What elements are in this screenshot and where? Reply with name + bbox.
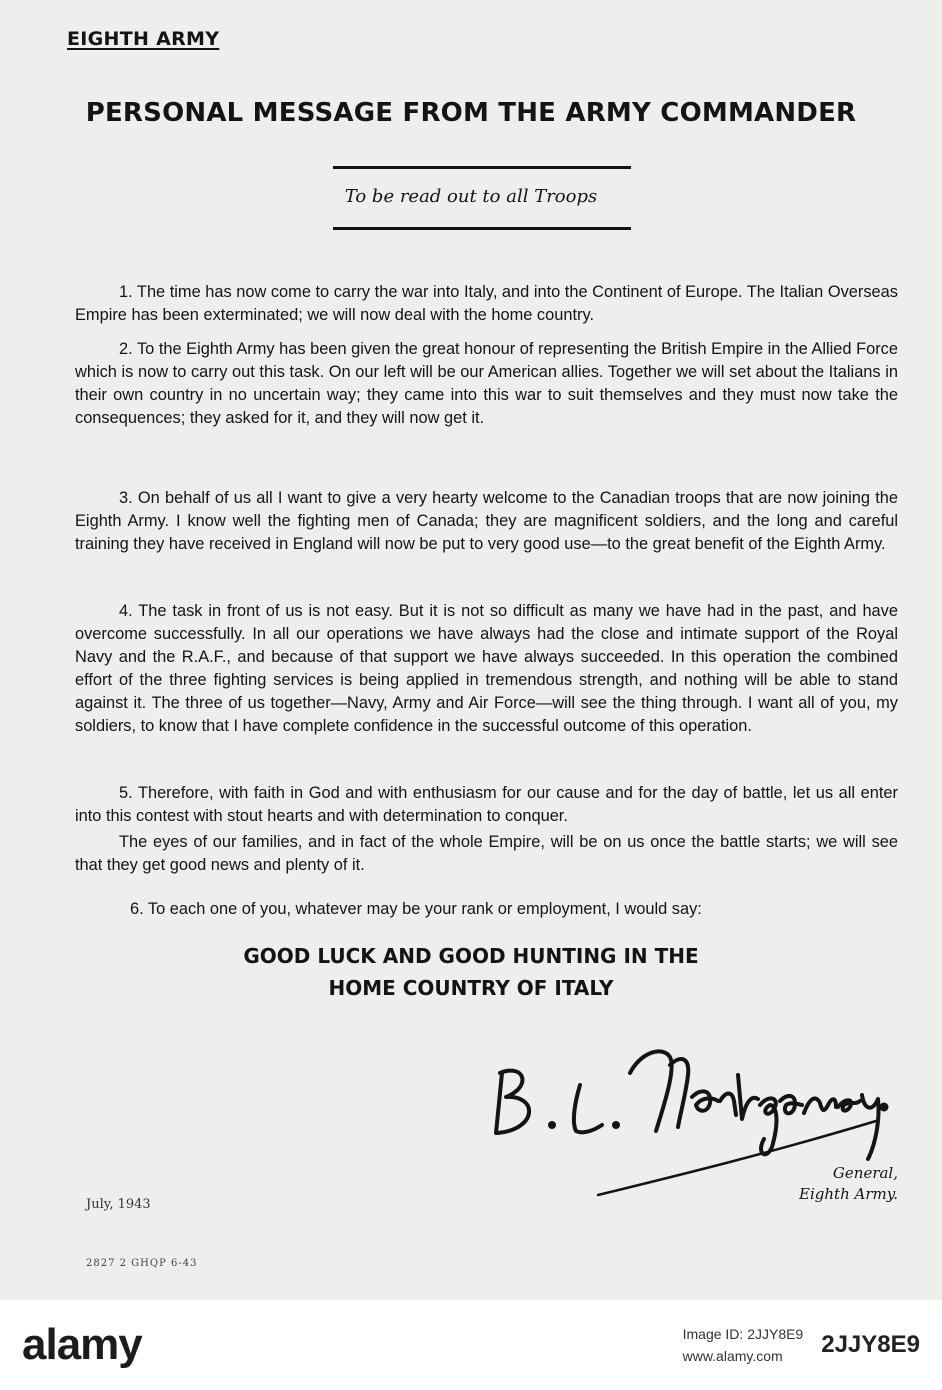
rank-line-2: Eighth Army. [799, 1185, 898, 1203]
image-id-line: Image ID: 2JJY8E9 [682, 1326, 804, 1342]
army-heading: EIGHTH ARMY [67, 28, 220, 50]
closing-line-2: HOME COUNTRY OF ITALY [328, 976, 614, 1000]
paragraph-4: 4. The task in front of us is not easy. But it is not so difficult as many we have had in the past, and have overcome successfully. In all our operations we have always had the close and intimate support of the Royal Navy and the R.A.F., and because of that support we have always succeeded. In this operation the combined effort of the three fighting services is being applied in tremendous strength, and nothing will be able to stand against it. The three of us together—Navy, Army and Air Force—will see the thing through. I want all of you, my soldiers, to know that I have complete confidence in the successful outcome of this operation. [75, 602, 898, 735]
paragraph-6: 6. To each one of you, whatever may be your rank or employment, I would say: [130, 900, 702, 918]
title-divider-bottom [333, 227, 631, 230]
watermark-info [683, 1323, 920, 1367]
print-code: 2827 2 GHQP 6-43 [86, 1258, 198, 1269]
watermark-text [683, 1323, 804, 1367]
paragraph-1: 1. The time has now come to carry the war into Italy, and into the Continent of Europe. The Italian Overseas Empire has been exterminated; we will now deal with the home country. [75, 283, 898, 324]
alamy-logo: alamy [22, 1320, 142, 1369]
paragraph-5-continued: The eyes of our families, and in fact of the whole Empire, will be on us once the battle starts; we will see that they get good news and plenty of it. [75, 833, 898, 874]
website-line: www.alamy.com [682, 1348, 783, 1364]
signatory-rank [799, 1163, 898, 1205]
paragraph-3: 3. On behalf of us all I want to give a very hearty welcome to the Canadian troops that are now joining the Eighth Army. I know well the fighting men of Canada; they are magnificent soldiers, and the long and careful training they have received in England will now be put to very good use—to the great benefit of the Eighth Army. [75, 489, 898, 553]
closing-message [0, 940, 942, 1004]
image-id: 2JJY8E9 [821, 1331, 920, 1358]
watermark-bar [0, 1300, 942, 1390]
closing-line-1: GOOD LUCK AND GOOD HUNTING IN THE [243, 944, 699, 968]
subtitle: To be read out to all Troops [344, 186, 598, 207]
signature-name: B. L. Montgomery [480, 1204, 490, 1205]
title-divider-top [333, 166, 631, 169]
paragraph-5: 5. Therefore, with faith in God and with enthusiasm for our cause and for the day of battle, let us all enter into this contest with stout hearts and with determination to conquer. [75, 784, 898, 825]
page-title: PERSONAL MESSAGE FROM THE ARMY COMMANDER [85, 98, 857, 128]
paragraph-2: 2. To the Eighth Army has been given the great honour of representing the British Empire in the Allied Force which is now to carry out this task. On our left will be our American allies. Together we will set about the Italians in their own country in no uncertain way; they came into this war to suit themselves and they must now take the consequences; they asked for it, and they will now get it. [75, 340, 898, 427]
document-date: July, 1943 [86, 1197, 151, 1212]
rank-line-1: General, [832, 1164, 898, 1182]
